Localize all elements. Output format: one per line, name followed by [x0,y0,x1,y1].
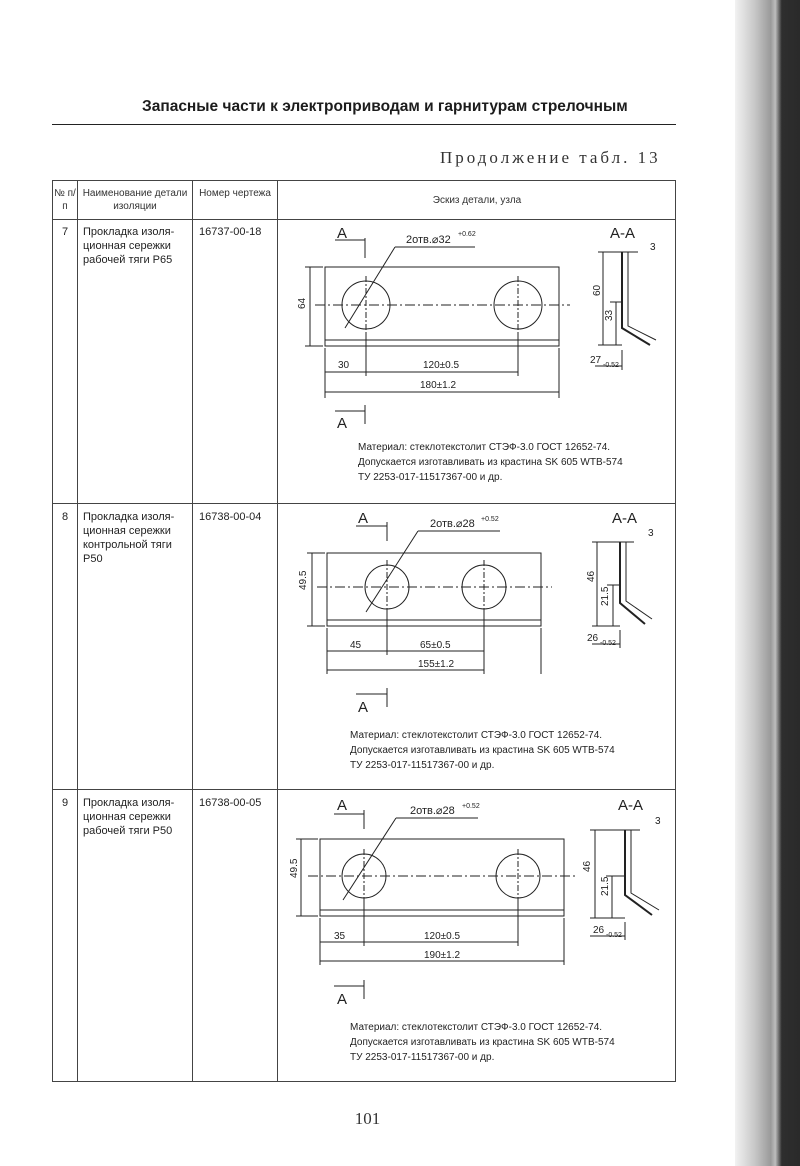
row-8-part-name: Прокладка изоля-ционная сережки контрольной тяги Р50 [83,511,175,565]
column-header-name: Наименование детали изоляции [82,188,188,212]
length-dimension: 155±1.2 [418,659,455,670]
column-header-num: № п/п [54,188,76,212]
holes-callout: 2отв.⌀28 [410,805,455,817]
side-mid-dimension: 21.5 [600,876,611,896]
holes-tolerance: +0.52 [481,516,499,523]
section-label-a: А [337,797,348,814]
side-base-dimension: 27 [590,355,602,366]
side-base-tolerance: -0.52 [600,640,616,647]
section-label-a-bottom: А [337,991,348,1008]
edge-dimension: 45 [350,640,362,651]
column-header-drawing: Номер чертежа [199,188,271,199]
header-rule [52,124,676,125]
side-mid-dimension: 21.5 [600,586,611,606]
section-label-a: А [358,510,369,527]
side-base-tolerance: -0.52 [603,362,619,369]
side-base-dimension: 26 [587,633,599,644]
material-note-line-1: Материал: стеклотекстолит СТЭФ-3.0 ГОСТ 12652-74. [350,1022,603,1033]
section-label-a-bottom: А [337,415,348,432]
side-height-dimension: 46 [582,860,593,872]
holes-tolerance: +0.52 [462,803,480,810]
material-note-line-1: Материал: стеклотекстолит СТЭФ-3.0 ГОСТ 12652-74. [350,730,603,741]
column-header-sketch: Эскиз детали, узла [432,195,522,206]
page-number: 101 [354,1109,381,1128]
side-height-dimension: 60 [592,284,603,296]
parts-table [52,180,676,1082]
material-note-line-3: ТУ 2253-017-11517367-00 и др. [350,1052,495,1063]
row-8-drawing-number: 16738-00-04 [199,511,262,523]
material-note-line-2: Допускается изготавливать из крастина SK 605 WTB-574 [350,1037,615,1048]
row-9-part-name: Прокладка изоля-ционная сережки рабочей тяги Р50 [83,797,175,837]
row-7-drawing-number: 16737-00-18 [199,226,262,238]
holes-tolerance: +0.62 [458,231,476,238]
section-label-a-bottom: А [358,699,369,716]
book-spine-shadow [735,0,800,1166]
material-note-line-2: Допускается изготавливать из крастина SK 605 WTB-574 [358,457,623,468]
row-9-drawing-number: 16738-00-05 [199,797,262,809]
row-7-part-name: Прокладка изоля-ционная сережки рабочей тяги Р65 [83,226,175,266]
page-header: Запасные части к электроприводам и гарнитурам стрелочным [142,98,628,115]
holes-callout: 2отв.⌀28 [430,518,475,530]
row-divider [53,789,675,790]
spacing-dimension: 120±0.5 [424,931,461,942]
height-dimension: 64 [297,297,308,309]
header-divider [53,219,675,220]
thickness-dimension: 3 [655,816,661,827]
row-8-number: 8 [61,511,69,523]
table-continuation-label: Продолжение табл. 13 [440,148,661,167]
section-label-aa: А-А [610,225,636,242]
side-mid-dimension: 33 [604,309,615,321]
length-dimension: 180±1.2 [420,380,457,391]
spacing-dimension: 120±0.5 [423,360,460,371]
height-dimension: 49.5 [298,570,309,590]
edge-dimension: 35 [334,931,346,942]
column-divider [192,181,193,1081]
thickness-dimension: 3 [648,528,654,539]
row-9-number: 9 [61,797,69,809]
thickness-dimension: 3 [650,242,656,253]
row-7-number: 7 [61,226,69,238]
material-note-line-2: Допускается изготавливать из крастина SK 605 WTB-574 [350,745,615,756]
material-note-line-1: Материал: стеклотекстолит СТЭФ-3.0 ГОСТ 12652-74. [358,442,611,453]
row-divider [53,503,675,504]
material-note-line-3: ТУ 2253-017-11517367-00 и др. [350,760,495,771]
holes-callout: 2отв.⌀32 [406,234,451,246]
side-height-dimension: 46 [586,570,597,582]
side-base-dimension: 26 [593,925,605,936]
edge-dimension: 30 [338,360,350,371]
material-note-line-3: ТУ 2253-017-11517367-00 и др. [358,472,503,483]
section-label-a: А [337,225,348,242]
side-base-tolerance: -0.52 [606,932,622,939]
height-dimension: 49.5 [289,858,300,878]
column-divider [277,181,278,1081]
length-dimension: 190±1.2 [424,950,461,961]
column-divider [77,181,78,1081]
section-label-aa: А-А [618,797,644,814]
section-label-aa: А-А [612,510,638,527]
spacing-dimension: 65±0.5 [420,640,451,651]
